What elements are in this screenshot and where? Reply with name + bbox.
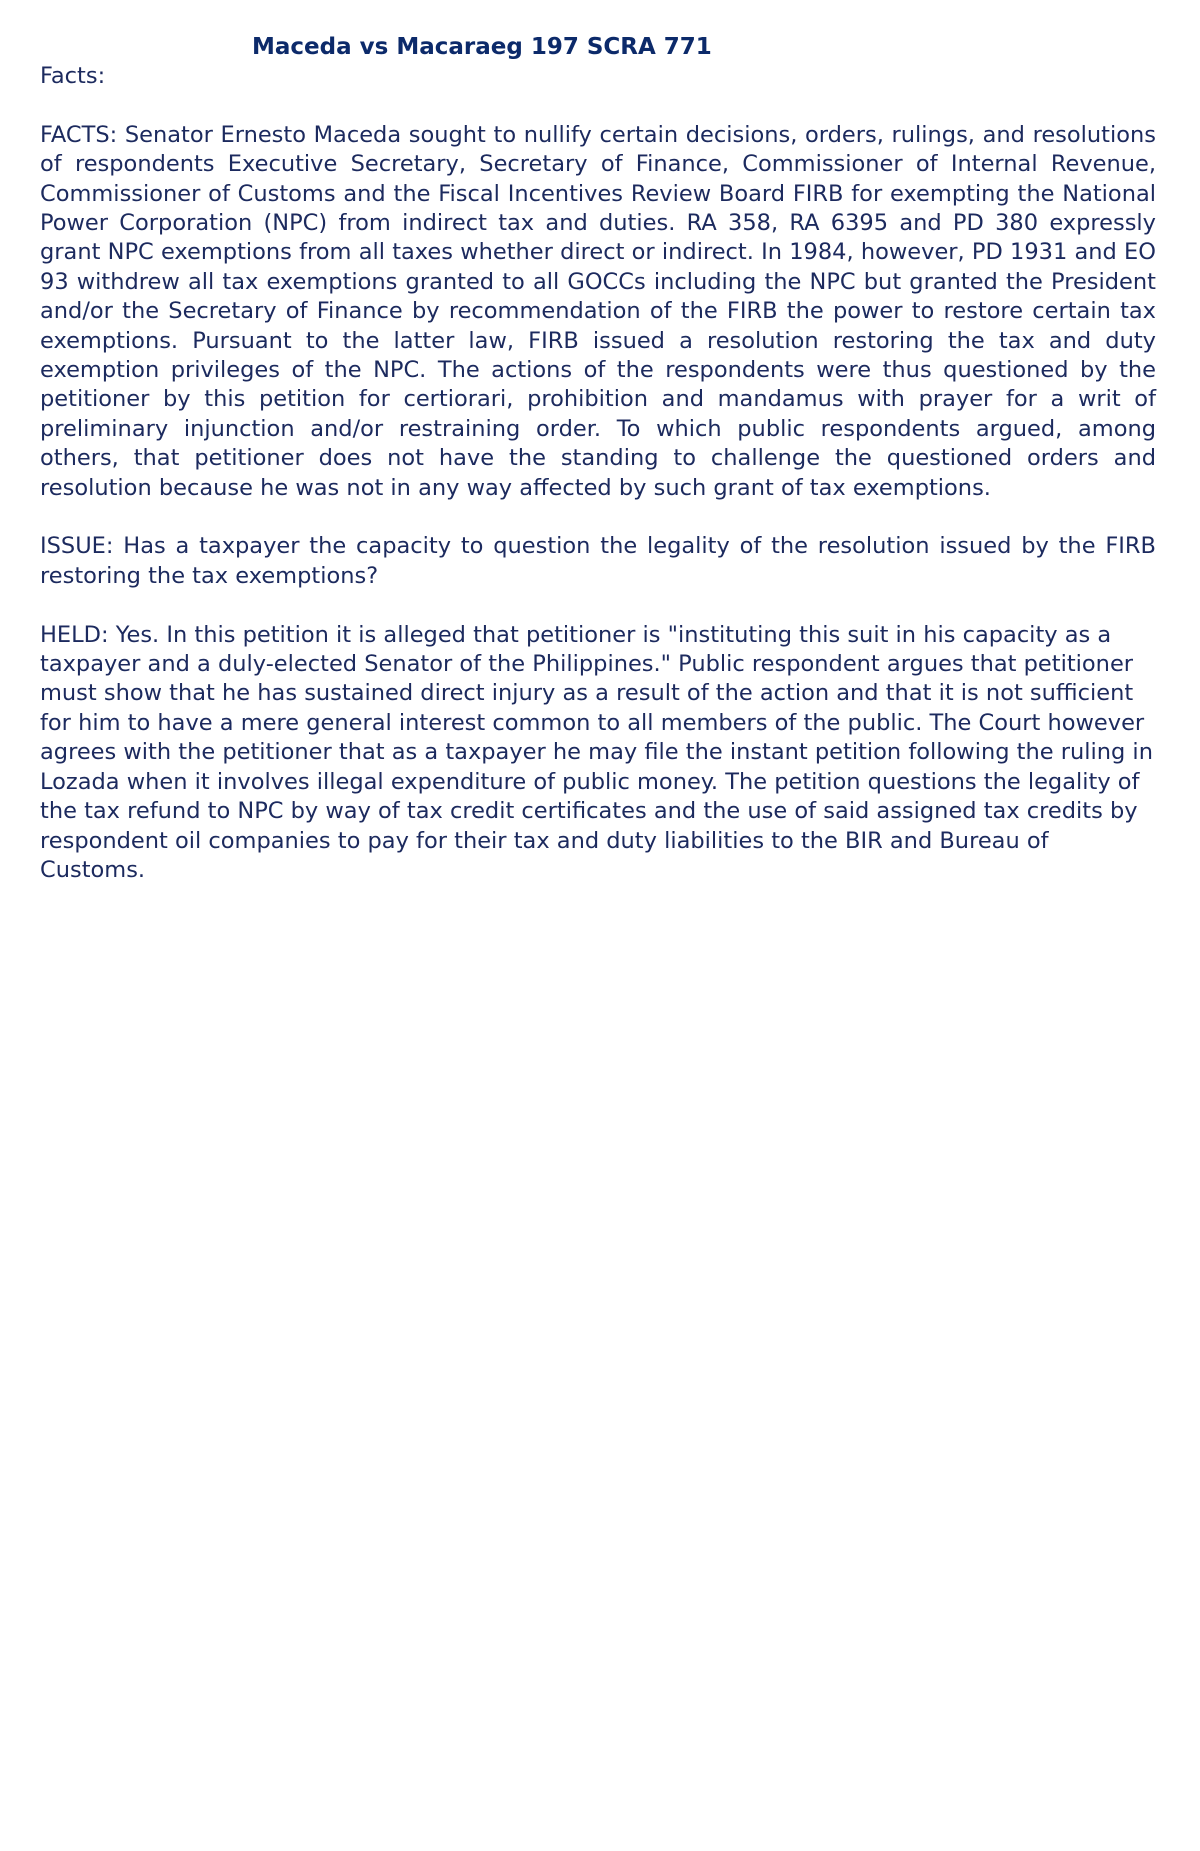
held-paragraph: HELD: Yes. In this petition it is alleged that petitioner is "instituting this suit in his capacity as a taxpayer and a duly-elected Senator of the Philippines." Public respondent argues that petitioner must show that he has sustained direct injury as a result of the action and that it is not sufficient for him to have a mere general interest common to all members of the public. The Court however agrees with the petitioner that as a taxpayer he may file the instant petition following the ruling in Lozada when it involves illegal expenditure of public money. The petition questions the legality of the tax refund to NPC by way of tax credit certificates and the use of said assigned tax credits by respondent oil companies to pay for their tax and duty liabilities to the BIR and Bureau of Customs.	[40, 621, 1153, 883]
document-title: Maceda vs Macaraeg 197 SCRA 771	[252, 34, 712, 60]
facts-label: Facts:	[40, 63, 106, 89]
issue-paragraph: ISSUE: Has a taxpayer the capacity to question the legality of the resolution issued by the FIRB restoring the tax exemptions?	[40, 533, 1156, 589]
facts-paragraph: FACTS: Senator Ernesto Maceda sought to nullify certain decisions, orders, rulings, and resolutions of respondents Executive Secretary, Secretary of Finance, Commissioner of Internal Revenue, Commissioner of Customs and the Fiscal Incentives Review Board FIRB for exempting the National Power Corporation (NPC) from indirect tax and duties. RA 358, RA 6395 and PD 380 expressly grant NPC exemptions from all taxes whether direct or indirect. In 1984, however, PD 1931 and EO 93 withdrew all tax exemptions granted to all GOCCs including the NPC but granted the President and/or the Secretary of Finance by recommendation of the FIRB the power to restore certain tax exemptions. Pursuant to the latter law, FIRB issued a resolution restoring the tax and duty exemption privileges of the NPC. The actions of the respondents were thus questioned by the petitioner by this petition for certiorari, prohibition and mandamus with prayer for a writ of preliminary injunction and/or restraining order. To which public respondents argued, among others, that petitioner does not have the standing to challenge the questioned orders and resolution because he was not in any way affected by such grant of tax exemptions.	[40, 121, 1156, 501]
document-page	[40, 32, 1156, 885]
